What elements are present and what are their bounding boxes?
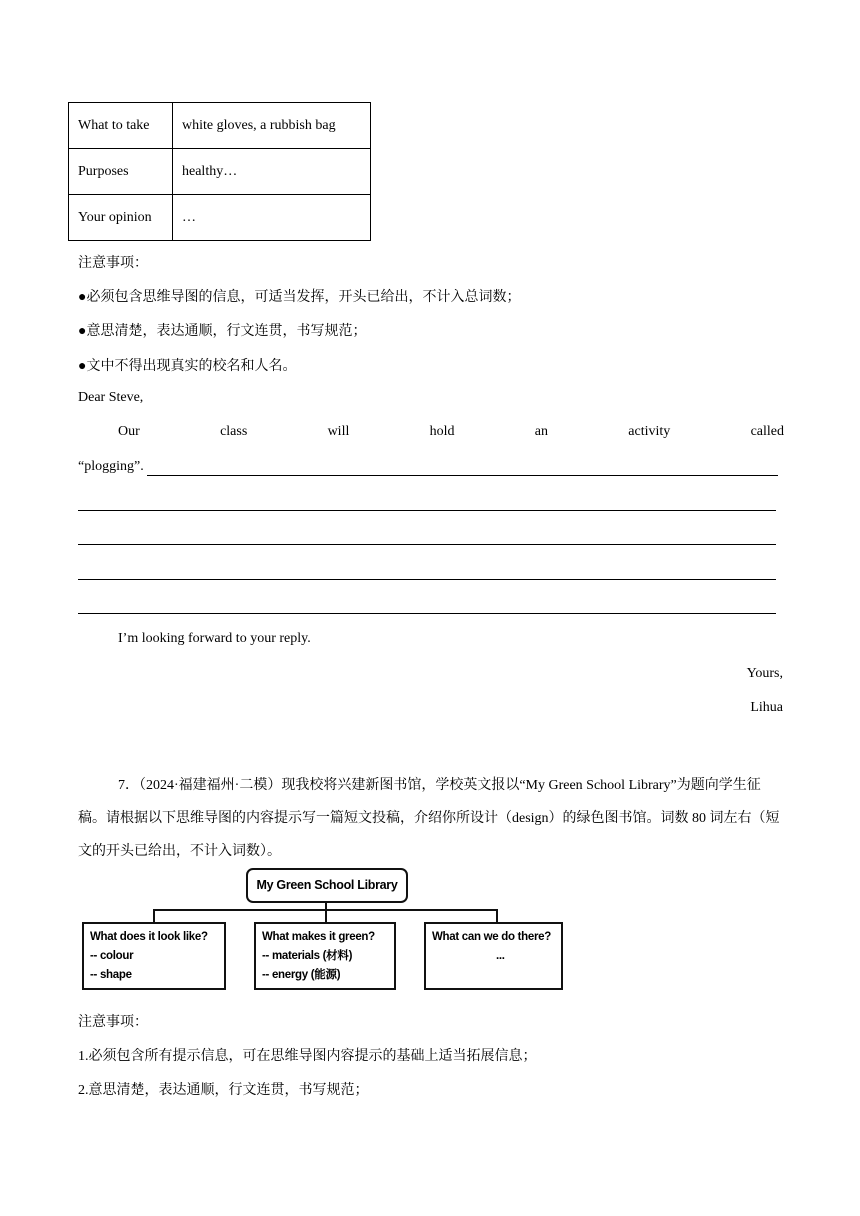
opening-word: called — [750, 424, 784, 439]
row-value: healthy… — [173, 149, 371, 195]
row-value: … — [173, 195, 371, 241]
writing-line — [78, 510, 776, 511]
opening-word: Our — [118, 424, 140, 439]
letter-opening — [118, 424, 784, 440]
opening-word: an — [534, 424, 549, 439]
writing-line — [78, 579, 776, 580]
opening-word: hold — [429, 424, 455, 439]
info-table — [68, 102, 371, 241]
letter-closing: I’m looking forward to your reply. — [118, 631, 311, 646]
opening-word: class — [220, 424, 248, 439]
table-row — [69, 103, 371, 149]
mindmap-box-look — [82, 922, 226, 990]
writing-line — [78, 544, 776, 545]
mindmap-connector — [496, 909, 498, 923]
letter-signoff: Yours, — [746, 666, 783, 681]
mindmap-connector — [325, 909, 327, 923]
notes-heading: 注意事项： — [78, 1015, 148, 1030]
box-line: -- shape — [90, 969, 132, 981]
mindmap-connector — [153, 909, 155, 923]
row-label: What to take — [69, 103, 173, 149]
note-item: ●必须包含思维导图的信息，可适当发挥，开头已给出，不计入总词数； — [78, 290, 521, 305]
letter-opening-line2: “plogging”. — [78, 459, 144, 474]
table-row — [69, 195, 371, 241]
note-item: ●文中不得出现真实的校名和人名。 — [78, 359, 297, 374]
writing-line — [78, 613, 776, 614]
note-item: ●意思清楚，表达通顺，行文连贯，书写规范； — [78, 324, 367, 339]
writing-line — [147, 475, 778, 476]
question-7: 7．（2024·福建福州·二模）现我校将兴建新图书馆，学校英文报以“My Green School Library”为题向学生征稿。请根据以下思维导图的内容提示写一篇短文投稿，介绍你所设计（design）的绿色图书馆。词数 80 词左右（短文的开头已给出，不计入词数）。 — [78, 778, 780, 859]
box-line: -- energy (能源) — [262, 969, 341, 981]
opening-word: will — [327, 424, 350, 439]
note-item: 1.必须包含所有提示信息，可在思维导图内容提示的基础上适当拓展信息； — [78, 1049, 537, 1064]
row-label: Your opinion — [69, 195, 173, 241]
notes-heading: 注意事项： — [78, 256, 148, 271]
mindmap-box-green — [254, 922, 396, 990]
box-heading: What does it look like? — [90, 931, 208, 943]
note-item: 2.意思清楚，表达通顺，行文连贯，书写规范； — [78, 1083, 369, 1098]
row-label: Purposes — [69, 149, 173, 195]
box-heading: What makes it green? — [262, 931, 375, 943]
table-row — [69, 149, 371, 195]
mindmap-box-do — [424, 922, 563, 990]
box-line: -- colour — [90, 950, 134, 962]
box-heading: What can we do there? — [432, 931, 551, 943]
opening-word: activity — [628, 424, 671, 439]
box-line: -- materials (材料) — [262, 950, 353, 962]
letter-greeting: Dear Steve, — [78, 390, 144, 405]
letter-name: Lihua — [750, 700, 783, 715]
mindmap-title: My Green School Library — [246, 868, 408, 903]
row-value: white gloves, a rubbish bag — [173, 103, 371, 149]
box-line: ... — [496, 950, 505, 962]
